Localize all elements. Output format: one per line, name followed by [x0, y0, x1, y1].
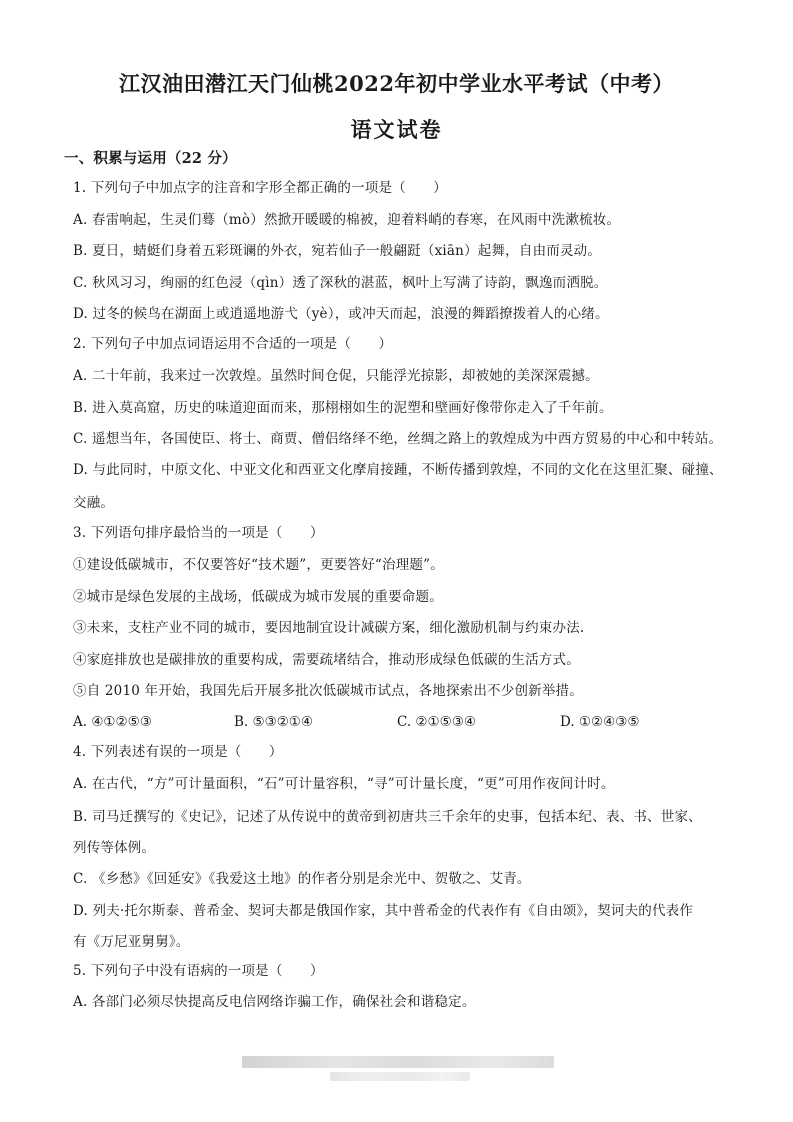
question-4-option-a: A. 在古代，“方”可计量面积，“石”可计量容积，“寻”可计量长度，“更”可用作夜间计时。: [73, 776, 615, 792]
blurred-footer-watermark-sub: [330, 1072, 470, 1081]
question-2-stem: 2. 下列句子中加点词语运用不合适的一项是（ ）: [73, 336, 393, 352]
question-2-option-a: A. 二十年前，我来过一次敦煌。虽然时间仓促，只能浮光掠影，却被她的美深深震撼。: [73, 368, 599, 384]
question-3-sentence-4: ④家庭排放也是碳排放的重要构成，需要疏堵结合，推动形成绿色低碳的生活方式。: [73, 652, 580, 668]
question-2-option-c: C. 遥想当年，各国使臣、将士、商贾、僧侣络绎不绝，丝绸之路上的敦煌成为中西方贸易的中心和中转站。: [73, 431, 723, 447]
question-5-stem: 5. 下列句子中没有语病的一项是（ ）: [73, 963, 324, 979]
question-3-sentence-1: ①建设低碳城市，不仅要答好“技术题”，更要答好“治理题”。: [73, 557, 444, 573]
question-1-option-b: B. 夏日，蜻蜓们身着五彩斑谰的外衣，宛若仙子一般翩跹（xiān）起舞，自由而灵动。: [73, 243, 602, 259]
exam-subtitle: 语文试卷: [350, 117, 443, 142]
question-3-option-d: D. ①②④③⑤: [560, 714, 640, 730]
question-2-option-b: B. 进入莫高窟，历史的味道迎面而来，那栩栩如生的泥塑和壁画好像带你走入了千年前。: [73, 400, 613, 416]
question-4-option-d: D. 列夫·托尔斯泰、普希金、契诃夫都是俄国作家，其中普希金的代表作有《自由颂》，契诃夫的代表作: [73, 903, 694, 919]
question-1-option-a: A. 春雷响起，生灵们蓦（mò）然掀开暖暖的棉被，迎着料峭的春寒，在风雨中洗漱梳妆。: [73, 212, 621, 228]
question-3-sentence-3: ③未来，支柱产业不同的城市，要因地制宜设计减碳方案，细化激励机制与约束办法.: [73, 620, 585, 636]
question-1-option-d: D. 过冬的候鸟在湖面上或逍遥地游弋（yè），或冲天而起，浪漫的舞蹈撩拨着人的心绪。: [73, 306, 609, 322]
question-4-option-b: B. 司马迁撰写的《史记》，记述了从传说中的黄帝到初唐共三千余年的史事，包括本纪、表、书、世家、: [73, 809, 702, 825]
blurred-footer-watermark: [242, 1056, 554, 1068]
question-2-option-d-cont: 交融。: [73, 495, 115, 511]
question-3-sentence-2: ②城市是绿色发展的主战场，低碳成为城市发展的重要命题。: [73, 589, 443, 605]
question-1-stem: 1. 下列句子中加点字的注音和字形全都正确的一项是（ ）: [73, 180, 447, 196]
exam-title: 江汉油田潜江天门仙桃2022年初中学业水平考试（中考）: [119, 71, 674, 96]
question-3-sentence-5: ⑤自 2010 年开始，我国先后开展多批次低碳城市试点，各地探索出不少创新举措。: [73, 683, 583, 699]
question-4-option-c: C. 《乡愁》《回延安》《我爱这土地》的作者分别是余光中、贺敬之、艾青。: [73, 871, 531, 887]
section-heading: 一、积累与运用（22 分）: [64, 150, 237, 167]
question-5-option-a: A. 各部门必须尽快提高反电信网络诈骗工作，确保社会和谐稳定。: [73, 994, 476, 1010]
question-4-stem: 4. 下列表述有误的一项是（ ）: [73, 744, 283, 760]
question-3-option-c: C. ②①⑤③④: [397, 714, 476, 730]
question-3-option-b: B. ⑤③②①④: [234, 714, 314, 730]
question-3-stem: 3. 下列语句排序最恰当的一项是（ ）: [73, 525, 324, 541]
question-3-option-a: A. ④①②⑤③: [73, 714, 152, 730]
question-4-option-d-cont: 有《万尼亚舅舅》。: [73, 934, 190, 950]
question-1-option-c: C. 秋风习习，绚丽的红色浸（qìn）透了深秋的湛蓝，枫叶上写满了诗韵，飘逸而洒脱。: [73, 275, 608, 291]
question-2-option-d: D. 与此同时，中原文化、中亚文化和西亚文化摩肩接踵，不断传播到敦煌，不同的文化在这里汇聚、碰撞、: [73, 462, 723, 478]
question-4-option-b-cont: 列传等体例。: [73, 840, 156, 856]
